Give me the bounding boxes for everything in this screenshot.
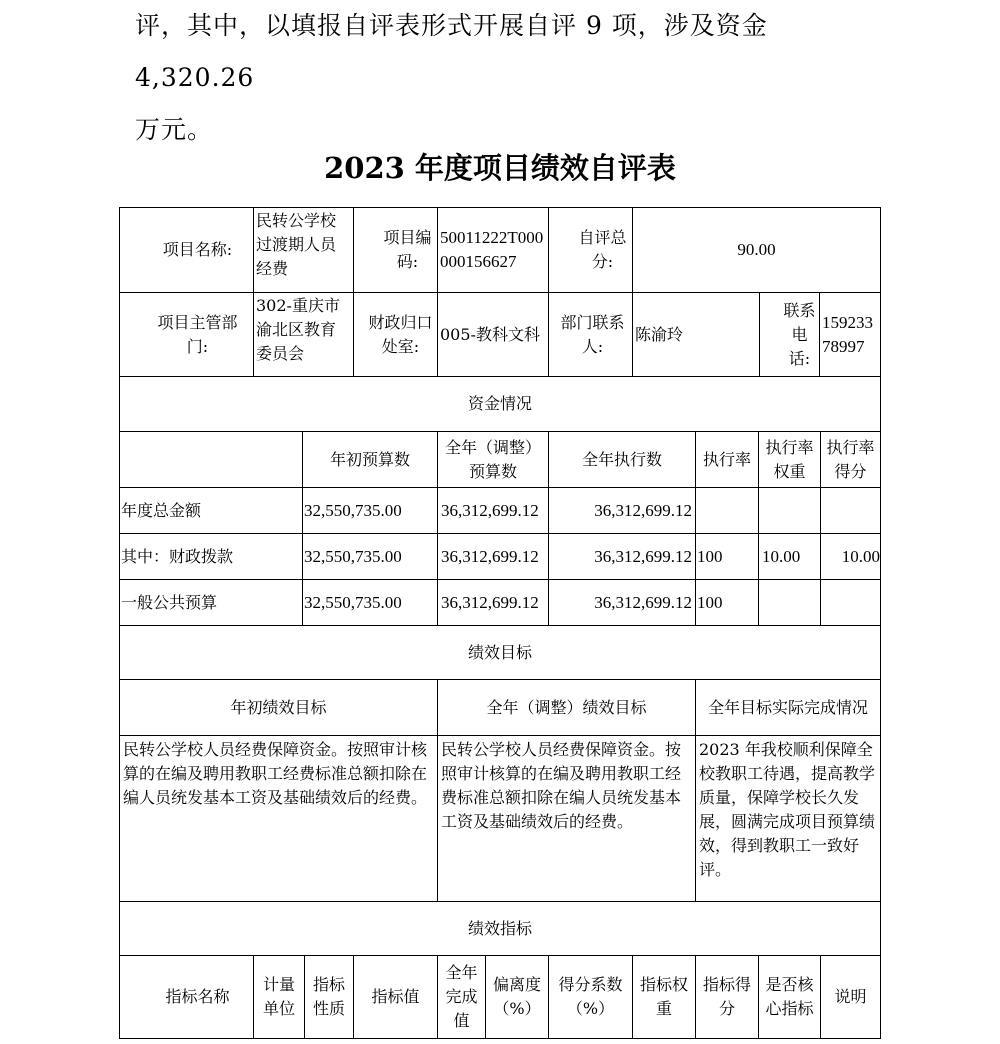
funds-row-initial: 32,550,735.00 xyxy=(304,546,402,566)
goals-actual-text: 2023 年我校顺利保障全校教职工待遇，提高教学质量，保障学校长久发展，圆满完成项目预算绩效，得到教职工一致好评。 xyxy=(699,740,876,879)
indicators-header-unit: 计量单位 xyxy=(262,975,295,1018)
funds-row-label: 年度总金额 xyxy=(121,500,202,520)
self-score-label: 自评总分: xyxy=(578,228,627,271)
project-name-value: 民转公学校过渡期人员经费 xyxy=(256,211,337,278)
goals-header-initial: 年初绩效目标 xyxy=(230,697,327,717)
indicators-header-completed: 全年完成值 xyxy=(445,963,478,1030)
goals-adjusted-text: 民转公学校人员经费保障资金。按照审计核算的在编及聘用教职工经费标准总额扣除在编人员统发基本工资及基础绩效后的经费。 xyxy=(441,740,682,831)
indicators-header-nature: 指标性质 xyxy=(312,975,345,1018)
funds-row-executed: 36,312,699.12 xyxy=(594,500,692,520)
funds-row-executed: 36,312,699.12 xyxy=(594,592,692,612)
funds-row-weight: 10.00 xyxy=(762,546,801,566)
goals-header-adjusted: 全年（调整）绩效目标 xyxy=(486,697,647,717)
goals-section-title: 绩效目标 xyxy=(467,642,532,662)
funds-row-weight xyxy=(760,580,820,625)
finance-office-value: 005-教科文科 xyxy=(440,324,540,344)
indicators-header-deviation: 偏离度（%） xyxy=(492,975,541,1018)
table-title: 2023 年度项目绩效自评表 xyxy=(324,151,676,185)
evaluation-table xyxy=(119,207,881,1044)
indicators-header-value: 指标值 xyxy=(371,987,420,1006)
funds-row-adjusted: 36,312,699.12 xyxy=(441,592,539,612)
indicators-header-weight: 指标权重 xyxy=(639,975,688,1018)
funds-section-title: 资金情况 xyxy=(467,394,532,413)
goals-header-actual: 全年目标实际完成情况 xyxy=(707,697,868,717)
funds-row-weight xyxy=(760,488,820,533)
phone-value: 15923378997 xyxy=(822,312,873,356)
funds-header-rate: 执行率 xyxy=(702,449,751,469)
funds-row-label: 其中：财政拨款 xyxy=(121,546,234,566)
funds-header-adjusted-budget: 全年（调整）预算数 xyxy=(444,437,541,481)
contact-value: 陈渝玲 xyxy=(635,324,684,344)
funds-row-adjusted: 36,312,699.12 xyxy=(441,500,539,520)
department-label: 项目主管部门: xyxy=(157,312,238,356)
funds-row-score: 10.00 xyxy=(841,546,880,566)
funds-row-executed: 36,312,699.12 xyxy=(594,546,692,566)
finance-office-label: 财政归口处室: xyxy=(368,312,433,356)
funds-row-initial: 32,550,735.00 xyxy=(304,500,402,520)
funds-row-initial: 32,550,735.00 xyxy=(304,592,402,612)
indicators-header-core: 是否核心指标 xyxy=(765,975,814,1018)
funds-header-rate-score: 执行率得分 xyxy=(826,437,875,481)
funds-row-score xyxy=(821,488,880,533)
funds-row-score xyxy=(821,580,880,625)
indicators-section-title: 绩效指标 xyxy=(467,918,532,938)
project-code-value: 50011222T000000156627 xyxy=(440,228,544,271)
funds-header-rate-weight: 执行率权重 xyxy=(765,437,814,481)
indicators-header-score: 指标得分 xyxy=(702,975,751,1018)
funds-header-initial-budget: 年初预算数 xyxy=(329,449,410,469)
indicators-header-coefficient: 得分系数（%） xyxy=(558,975,623,1018)
project-name-label: 项目名称: xyxy=(162,240,233,259)
department-value: 302-重庆市渝北区教育委员会 xyxy=(256,296,340,363)
funds-row-label: 一般公共预算 xyxy=(121,592,218,612)
funds-row-rate xyxy=(697,488,758,533)
indicators-header-name: 指标名称 xyxy=(165,987,230,1006)
intro-text xyxy=(135,0,895,156)
contact-label: 部门联系人: xyxy=(560,312,625,356)
intro-line-1: 评，其中，以填报自评表形式开展自评 9 项，涉及资金 4,320.26 xyxy=(135,11,768,92)
self-score-value: 90.00 xyxy=(737,240,776,259)
goals-initial-text: 民转公学校人员经费保障资金。按照审计核算的在编及聘用教职工经费标准总额扣除在编人员统发基本工资及基础绩效后的经费。 xyxy=(123,740,428,807)
funds-header-executed: 全年执行数 xyxy=(581,449,662,469)
funds-row-adjusted: 36,312,699.12 xyxy=(441,546,539,566)
indicators-header-note: 说明 xyxy=(834,987,867,1006)
phone-label: 联系电话: xyxy=(783,300,816,368)
project-code-label: 项目编码: xyxy=(383,228,432,271)
funds-row-rate: 100 xyxy=(697,592,723,612)
intro-line-2: 万元。 xyxy=(135,115,214,144)
funds-row-rate: 100 xyxy=(697,546,723,566)
